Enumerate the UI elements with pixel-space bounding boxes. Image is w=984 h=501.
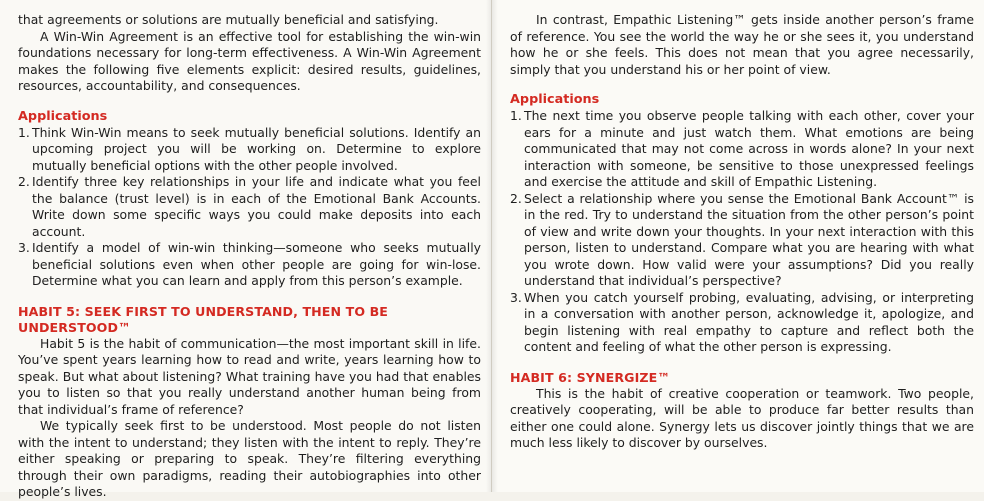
right-applications-list	[510, 108, 974, 356]
list-item-number: 1.	[510, 108, 522, 123]
right-applications-heading: Applications	[510, 92, 600, 107]
left-applications-heading: Applications	[18, 108, 108, 124]
list-item-text: Identify a model of win-win thinking—someone who seeks mutually beneficial solutions even when other people are going for win-lose. Determine what you can learn and apply from this person’s example.	[32, 240, 481, 288]
left-applications-list	[18, 125, 481, 290]
book-gutter-shadow	[486, 0, 498, 492]
list-item-text: Think Win-Win means to seek mutually beneficial solutions. Identify an upcoming project you will be working on. Determine to explore mutually beneficial options with the other people involved.	[32, 124, 481, 173]
list-item-number: 1.	[18, 124, 30, 140]
habit-5-paragraph-1: Habit 5 is the habit of communication—the most important skill in life. You’ve spent years learning how to read and write, years learning how to speak. But what about listening? What training have you had that enables you to listen so that you really understand another human being from that individual’s frame of reference?	[18, 335, 481, 417]
habit-6-paragraph: This is the habit of creative cooperation or teamwork. Two people, creatively cooperating, will be able to produce far better results than either one could alone. Synergy lets us discover jointly things that we are much less likely to discover by ourselves.	[510, 385, 974, 450]
list-item	[18, 240, 481, 290]
empathic-listening-paragraph: In contrast, Empathic Listening™ gets inside another person’s frame of reference. You see the world the way he or she sees it, you understand how he or she feels. This does not mean that you agree necessarily, simply that you understand his or her point of view.	[510, 12, 974, 77]
habit-5-heading: HABIT 5: SEEK FIRST TO UNDERSTAND, THEN TO BE UNDERSTOOD™	[18, 303, 389, 335]
list-item	[510, 191, 974, 290]
list-item-text: When you catch yourself probing, evaluating, advising, or interpreting in a conversation with another person, acknowledge it, apologize, and begin listening with real empathy to capture and reflect both the content and feeling of what the other person is expressing.	[524, 289, 974, 354]
list-item-number: 2.	[510, 190, 522, 206]
list-item-text: The next time you observe people talking with each other, cover your ears for a minute and just watch them. What emotions are being communicated that may not come across in words alone? In your next interaction with someone, be sensitive to those unexpressed feelings and exercise the attitude and skill of Empathic Listening.	[524, 108, 974, 189]
list-item	[510, 108, 974, 191]
list-item-number: 2.	[18, 174, 30, 189]
list-item	[18, 125, 481, 175]
left-page	[0, 0, 492, 499]
list-item-text: Identify three key relationships in your life and indicate what you feel the balance (trust level) is in each of the Emotional Bank Accounts. Write down some specific ways you could make deposits into each account.	[32, 174, 481, 239]
left-paragraph-1: that agreements or solutions are mutually beneficial and satisfying.	[18, 12, 439, 27]
list-item-number: 3.	[510, 289, 522, 305]
list-item-text: Select a relationship where you sense the Emotional Bank Account™ is in the red. Try to understand the situation from the other person’s point of view and write down your thoughts. In your next interaction with this person, listen to understand. Compare what you are hearing with what you wrote down. How valid were your assumptions? Did you really understand that individual’s perspective?	[524, 190, 974, 288]
list-item	[18, 174, 481, 240]
win-win-agreement-paragraph: A Win-Win Agreement is an effective tool for establishing the win-win foundations necessary for long-term effectiveness. A Win-Win Agreement makes the following five elements explicit: desired results, guidelines, resources, accountability, and consequences.	[18, 28, 481, 93]
right-page	[492, 0, 984, 492]
list-item-number: 3.	[18, 240, 30, 255]
habit-6-heading: HABIT 6: SYNERGIZE™	[510, 369, 671, 385]
habit-5-paragraph-2: We typically seek first to be understood. Most people do not listen with the intent to understand; they listen with the intent to reply. They’re either speaking or preparing to speak. They’re filtering everything through their own paradigms, reading their autobiographies into other people’s lives.	[18, 418, 481, 499]
list-item	[510, 290, 974, 356]
